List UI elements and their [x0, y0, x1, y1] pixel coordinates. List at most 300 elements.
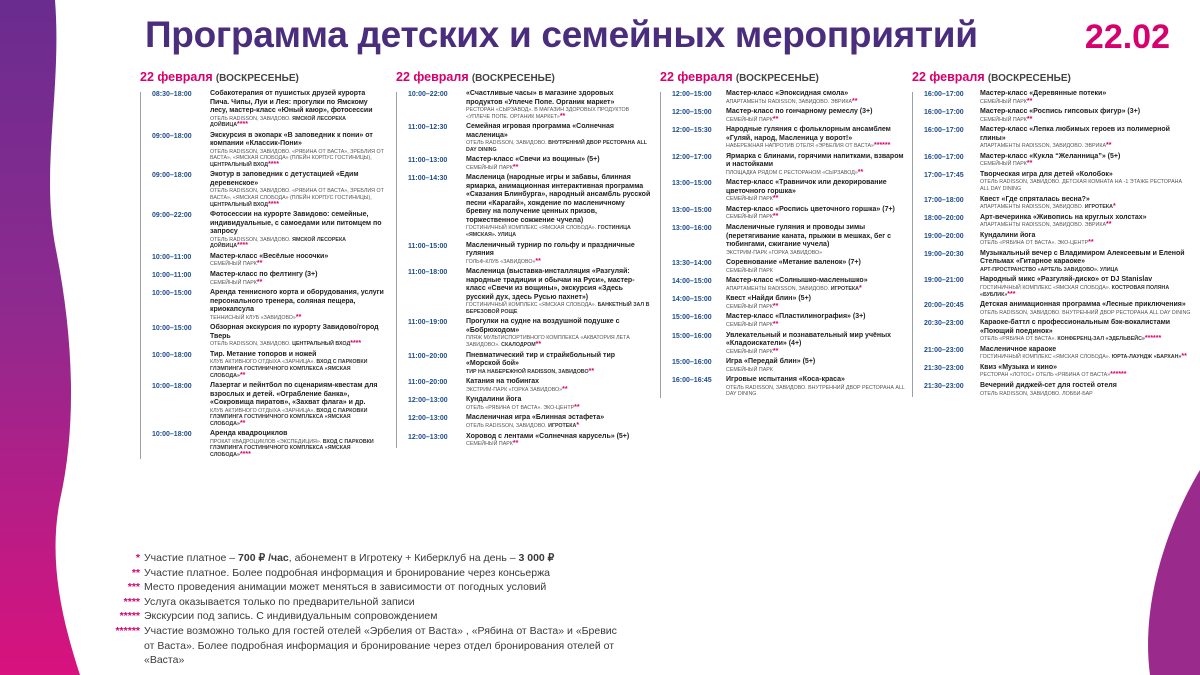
event-place-bold: ВХОД С ПАРКОВКИ ГЛЭМПИНГА ГОСТИНИЧНОГО КОМПЛЕКСА «ЯМСКАЯ СЛОБОДА»	[210, 359, 368, 379]
event-place	[980, 336, 1192, 343]
event-details	[980, 90, 1192, 105]
event-footnote-mark: *	[576, 421, 580, 429]
event-time: 12:00–13:00	[408, 415, 448, 423]
event-details	[466, 318, 651, 348]
event-place-text: ОТЕЛЬ «РЯБИНА ОТ ВАСТА». ЭКО-ЦЕНТР	[466, 404, 575, 411]
event-time: 13:00–16:00	[672, 225, 712, 233]
event-details	[210, 253, 385, 268]
event-item	[924, 126, 1192, 150]
event-place	[980, 285, 1192, 298]
event-time: 11:00–20:00	[408, 379, 448, 387]
column-weekday: (ВОСКРЕСЕНЬЕ)	[735, 73, 819, 84]
event-place-text: ПРОКАТ КВАДРОЦИКЛОВ «ЭКСПЕДИЦИЯ».	[210, 438, 322, 445]
event-place-text: ОТЕЛЬ RADISSON, ЗАВИДОВО.	[210, 236, 291, 243]
event-footnote-mark: ****	[237, 121, 248, 129]
footnote-item	[100, 551, 624, 566]
event-item	[152, 324, 385, 348]
schedule-column-4	[912, 70, 1192, 400]
event-place	[210, 315, 385, 322]
column-date: 22 февраля	[396, 70, 469, 84]
footnote-item	[100, 595, 624, 610]
event-details	[466, 396, 651, 411]
event-details	[210, 132, 385, 169]
event-place-bold: БАНКЕТНЫЙ ЗАЛ В БЕРЕЗОВОЙ РОЩЕ	[466, 302, 650, 315]
event-footnote-mark: ****	[239, 451, 251, 459]
column-header	[396, 70, 651, 84]
event-details	[980, 108, 1192, 123]
event-place-text: ОТЕЛЬ «РЯБИНА ОТ ВАСТА». ЭКО-ЦЕНТР	[980, 240, 1089, 247]
footnote-mark: *	[135, 552, 140, 564]
event-place	[210, 359, 385, 379]
event-title: Музыкальный вечер с Владимиром Алексеевым и Еленой Стельмах «Гитарное караоке»	[980, 249, 1185, 266]
event-place	[726, 170, 905, 177]
event-title: Аренда квадроциклов	[210, 430, 288, 438]
event-place	[726, 143, 905, 150]
event-place-text: СЕМЕЙНЫЙ ПАРК	[726, 303, 773, 310]
event-place	[726, 250, 905, 257]
event-place	[210, 116, 385, 129]
event-item	[152, 90, 385, 129]
event-place	[466, 225, 651, 238]
event-time: 09:00–18:00	[152, 172, 192, 180]
event-place	[726, 214, 905, 221]
event-place	[726, 117, 905, 124]
event-place-text: СЕМЕЙНЫЙ ПАРК	[726, 267, 773, 274]
footnote-text	[144, 580, 624, 595]
event-footnote-mark: ******	[1144, 335, 1162, 343]
event-details	[466, 414, 651, 429]
event-title: Экотур в заповедник с детустацией «Едим деревенское»	[210, 171, 359, 187]
event-time: 10:00–18:00	[152, 383, 192, 391]
event-title: Мастер-класс «Роспись гипсовых фигур» (3+)	[980, 108, 1141, 116]
event-time: 12:00–17:00	[672, 153, 712, 161]
event-title: Игровые испытания «Коса-краса»	[726, 376, 845, 384]
event-item	[408, 318, 651, 348]
event-title: Масленичное караоке	[980, 345, 1057, 353]
event-time: 12:00–15:00	[672, 109, 712, 117]
schedule-column-1	[140, 70, 385, 462]
event-time: 16:00–16:45	[672, 377, 712, 385]
event-place-bold: ЦЕНТРАЛЬНЫЙ ВХОД	[292, 341, 351, 348]
event-item	[672, 313, 905, 328]
event-place-text: ЭКСТРИМ-ПАРК «ГОРКА ЗАВИДОВО»	[466, 386, 563, 393]
event-place-text: СЕМЕЙНЫЙ ПАРК	[726, 321, 773, 328]
event-details	[466, 123, 651, 153]
event-time: 20:00–20:45	[924, 302, 964, 310]
page-title: Программа детских и семейных мероприятий	[145, 14, 978, 55]
event-place-text: СЕМЕЙНЫЙ ПАРК	[726, 366, 773, 373]
event-title: Масленичный турнир по гольфу и праздничные гуляния	[466, 241, 635, 258]
event-place-bold: ИГРОТЕКА	[830, 285, 859, 292]
event-footnote-mark: **	[772, 115, 779, 123]
event-time: 09:00–22:00	[152, 212, 192, 220]
event-item	[924, 276, 1192, 298]
event-item	[672, 295, 905, 310]
event-place	[466, 302, 651, 315]
footnote-text	[144, 624, 624, 668]
event-place-bold: ЦЕНТРАЛЬНЫЙ ВХОД	[210, 161, 269, 168]
event-place	[466, 387, 651, 394]
event-place-text: РЕСТОРАН «СЫРЗАВОД». В МАГАЗИН ЗДОРОВЫХ ПРОДУКТОВ «УПЛЕЧЕ ПОПЕ. ОРГАНИК МАРКЕТ»	[466, 107, 630, 120]
event-item	[924, 346, 1192, 361]
event-item	[408, 174, 651, 238]
event-details	[466, 242, 651, 266]
event-place-text: КЛУБ АКТИВНОГО ОТДЫХА «ЗАРНИЦА».	[210, 359, 315, 366]
event-details	[466, 156, 651, 171]
event-item	[924, 108, 1192, 123]
event-place	[466, 423, 651, 430]
event-place-text: ГОСТИНИЧНЫЙ КОМПЛЕКС «ЯМСКАЯ СЛОБОДА».	[980, 284, 1111, 291]
event-details	[980, 196, 1192, 211]
event-item	[408, 378, 651, 393]
column-weekday: (ВОСКРЕСЕНЬЕ)	[471, 73, 555, 84]
event-title: Ярмарка с блинами, горячими напитками, взваром и настойками	[726, 152, 904, 169]
event-time: 12:00–15:00	[672, 91, 712, 98]
event-title: Увлекательный и познавательный мир учёных «Кладоискатели» (4+)	[726, 331, 892, 348]
event-item	[672, 224, 905, 256]
event-time: 13:00–15:00	[672, 180, 712, 188]
event-place-text: АПАРТАМЕНТЫ RADISSON, ЗАВИДОВО. ЭВРИКА	[980, 143, 1106, 150]
event-footnote-mark: **	[256, 278, 263, 286]
event-place-text: СЕМЕЙНЫЙ ПАРК	[466, 441, 513, 447]
event-title: Катания на тюбингах	[466, 378, 540, 386]
event-place-bold: ЮРТА-ЛАУНДЖ «БАРХАН»	[1111, 354, 1182, 361]
event-place-text: ОТЕЛЬ RADISSON, ЗАВИДОВО. ВНУТРЕННИЙ ДВОР РЕСТОРАНА ALL DAY DINING	[726, 384, 905, 398]
event-footnote-mark: *	[858, 284, 862, 292]
event-place	[980, 267, 1192, 274]
event-time: 09:00–18:00	[152, 132, 192, 140]
event-time: 11:00–19:00	[408, 319, 448, 327]
event-item	[408, 156, 651, 171]
event-time: 13:00–15:00	[672, 206, 712, 214]
event-place-text: ТЕННИСНЫЙ КЛУБ «ЗАВИДОВО»	[210, 314, 296, 321]
event-place-text: СЕМЕЙНЫЙ ПАРК	[726, 348, 773, 355]
event-place-text: ГОЛЬФ-КЛУБ «ЗАВИДОВО»	[466, 258, 536, 265]
footnote-mark: **	[131, 566, 140, 579]
event-details	[980, 276, 1192, 298]
event-title: Пневматический тир и страйкбольный тир «Морской бой»	[466, 351, 616, 368]
event-details	[726, 126, 905, 150]
event-time: 19:00–21:00	[924, 277, 964, 285]
event-place-text: ОТЕЛЬ RADISSON, ЗАВИДОВО.	[210, 115, 291, 122]
footnote-text-part: 3 000 ₽	[518, 552, 555, 564]
event-place-text: ОТЕЛЬ RADISSON, ЗАВИДОВО.	[466, 140, 547, 147]
event-place	[726, 367, 905, 374]
column-header	[660, 70, 905, 84]
event-place	[726, 304, 905, 311]
event-details	[726, 358, 905, 373]
event-time: 10:00–15:00	[152, 325, 192, 333]
event-footnote-mark: **	[1088, 239, 1094, 247]
event-place	[466, 369, 651, 376]
event-time: 12:00–15:30	[672, 127, 712, 135]
event-place	[210, 261, 385, 268]
footnote-mark: ****	[123, 595, 140, 608]
event-place-bold: ГОСТИНИЦА «ЯМСКАЯ». УЛИЦА	[466, 225, 631, 239]
event-footnote-mark: **	[535, 257, 541, 265]
event-place-text: ГОСТИНИЧНЫЙ КОМПЛЕКС «ЯМСКАЯ СЛОБОДА».	[466, 302, 597, 309]
event-item	[672, 179, 905, 203]
footnote-text	[144, 595, 624, 610]
event-title: Масленица (народные игры и забавы, блинная ярмарка, анимационная интерактивная программа «Сказания Блинбурга», народный ансамбль русской песни «Карагай», хождение по масленичному бревну на получение ценных призов, торжественное сожжение чучела)	[466, 174, 651, 224]
event-time: 11:00–15:00	[408, 242, 448, 250]
event-title: Арт-вечеринка «Живопись на круглых холстах»	[980, 213, 1147, 221]
event-title: Мастер-класс «Травничок или декорирование цветочного горшка»	[726, 179, 887, 195]
event-place-bold: КОНФЕРЕНЦ-ЗАЛ «ЭДЕЛЬВЕЙС»	[1057, 336, 1145, 343]
event-item	[408, 90, 651, 120]
event-title: Фотосессии на курорте Завидово: семейные, индивидуальные, с самоедами или питомцем по запросу	[210, 211, 382, 236]
event-details	[466, 268, 651, 315]
event-footnote-mark: ****	[268, 200, 279, 208]
event-footnote-mark: **	[535, 341, 542, 349]
footnotes	[100, 551, 624, 668]
event-list	[912, 90, 1192, 397]
event-details	[210, 289, 385, 321]
event-item	[152, 211, 385, 250]
event-title: Обзорная экскурсия по курорту Завидово/город Тверь	[210, 324, 379, 340]
event-footnote-mark: **	[562, 385, 568, 393]
event-item	[672, 332, 905, 356]
event-time: 15:00–16:00	[672, 359, 712, 367]
event-place-text: СЕМЕЙНЫЙ ПАРК	[210, 261, 257, 268]
event-details	[466, 90, 651, 120]
event-title: Квиз «Музыка и кино»	[980, 363, 1058, 371]
footnote-text-part: , абонемент в Игротеку + Киберклуб на день –	[288, 552, 519, 564]
event-item	[924, 90, 1192, 105]
footnote-text-part: Экскурсии под запись. С индивидуальным сопровождением	[144, 610, 438, 623]
event-details	[980, 232, 1192, 247]
event-place	[726, 196, 905, 203]
event-time: 14:00–15:00	[672, 278, 712, 286]
event-title: Мастер-класс «Весёлые носочки»	[210, 252, 329, 260]
event-time: 11:00–20:00	[408, 352, 448, 360]
event-title: Игра «Передай блин» (5+)	[726, 358, 816, 366]
event-time: 10:00–11:00	[152, 253, 192, 261]
event-item	[152, 271, 385, 286]
event-place	[210, 408, 385, 428]
event-item	[672, 126, 905, 150]
event-place-text: АПАРТАМЕНТЫ RADISSON, ЗАВИДОВО. ЭВРИКА	[980, 222, 1106, 229]
event-time: 11:00–13:00	[408, 157, 448, 165]
event-item	[672, 206, 905, 221]
column-date: 22 февраля	[660, 70, 733, 84]
event-place-text: РЕСТОРАН «ЛОТОС» ОТЕЛЬ «РЯБИНА ОТ ВАСТА»	[980, 372, 1111, 379]
event-title: Детская анимационная программа «Лесные приключения»	[980, 301, 1186, 309]
event-details	[980, 214, 1192, 229]
event-item	[408, 242, 651, 266]
event-place-bold: ИГРОТЕКА	[548, 422, 577, 429]
event-details	[980, 126, 1192, 150]
event-item	[924, 319, 1192, 343]
event-place-bold: ЯМСКОЙ ЛЕСОРЕКА ДОЙВИЦА	[210, 115, 347, 129]
event-details	[980, 250, 1192, 274]
event-item	[408, 268, 651, 315]
event-footnote-mark: **	[772, 302, 779, 310]
event-place	[210, 280, 385, 287]
event-place	[980, 143, 1192, 150]
event-details	[726, 206, 905, 221]
event-item	[924, 382, 1192, 397]
footnote-text-part: 700 ₽ /час	[238, 552, 289, 564]
event-footnote-mark: **	[851, 97, 858, 105]
event-footnote-mark: ******	[874, 142, 891, 150]
event-time: 15:00–16:00	[672, 314, 712, 322]
column-header	[912, 70, 1192, 84]
event-place-text: ГОСТИНИЧНЫЙ КОМПЛЕКС «ЯМСКАЯ СЛОБОДА».	[466, 225, 597, 232]
event-title: Квест «Где спряталась весна?»	[980, 195, 1090, 203]
event-item	[408, 414, 651, 429]
event-details	[210, 430, 385, 458]
event-item	[672, 259, 905, 274]
event-footnote-mark: **	[1105, 142, 1112, 150]
event-title: Масленичная игра «Блинная эстафета»	[466, 414, 605, 422]
event-item	[408, 396, 651, 411]
event-time: 10:00–11:00	[152, 272, 192, 280]
event-details	[210, 171, 385, 208]
footnote-text-part: Услуга оказывается только по предварительной записи	[144, 595, 415, 608]
event-time: 21:00–23:00	[924, 346, 964, 354]
event-details	[466, 378, 651, 393]
event-item	[408, 123, 651, 153]
event-title: Аренда теннисного корта и оборудования, услуги персонального тренера, соляная пещера, криокапсула	[210, 289, 384, 314]
event-footnote-mark: ******	[1110, 371, 1127, 379]
event-footnote-mark: **	[1026, 115, 1033, 123]
event-item	[924, 232, 1192, 247]
event-place-text: ПЛОЩАДКА РЯДОМ С РЕСТОРАНОМ «СЫРЗАВОД»	[726, 169, 858, 176]
event-time: 11:00–14:30	[408, 175, 448, 183]
column-weekday: (ВОСКРЕСЕНЬЕ)	[215, 73, 299, 84]
event-place-bold: ЦЕНТРАЛЬНЫЙ ВХОД	[210, 201, 269, 208]
event-place-text: ОТЕЛЬ RADISSON, ЗАВИДОВО.	[210, 341, 291, 348]
event-list	[140, 90, 385, 459]
event-place-bold: СКАЛОДРОМ	[501, 342, 536, 349]
event-time: 12:00–13:00	[408, 397, 448, 405]
event-details	[980, 171, 1192, 193]
event-details	[210, 324, 385, 348]
event-details	[466, 433, 651, 448]
event-details	[980, 153, 1192, 168]
event-details	[726, 224, 905, 256]
event-title: Семейная игровая программа «Солнечная масленица»	[466, 123, 614, 139]
event-list	[396, 90, 651, 448]
footnote-text	[144, 551, 624, 566]
event-place	[726, 385, 905, 398]
event-title: Масленица (выставка-инсталляция «Разгуляй: народные традиции и обычаи на Руси», мастер-класс «Свечи из вощины», экскурсия «Здесь русский дух, здесь Русью пахнет»)	[466, 268, 635, 301]
event-details	[980, 319, 1192, 343]
event-details	[726, 90, 905, 105]
event-details	[980, 346, 1192, 361]
event-time: 16:00–17:00	[924, 153, 964, 161]
event-time: 17:00–18:00	[924, 196, 964, 204]
event-item	[672, 108, 905, 123]
event-title: Мастер-класс «Свечи из вощины» (5+)	[466, 156, 600, 164]
event-place	[726, 349, 905, 356]
event-title: Творческая игра для детей «Колобок»	[980, 170, 1113, 178]
event-time: 11:00–18:00	[408, 269, 448, 277]
event-details	[726, 376, 905, 398]
event-place-text: АПАРТАМЕНТЫ RADISSON, ЗАВИДОВО. ЭВРИКА	[726, 98, 852, 105]
event-item	[152, 253, 385, 268]
event-title: Мастер-класс по гончарному ремеслу (3+)	[726, 108, 873, 116]
event-place-bold: АРТ-ПРОСТРАНСТВО «АРТЕЛЬ ЗАВИДОВО». УЛИЦА	[980, 266, 1119, 273]
event-details	[726, 313, 905, 328]
event-place	[980, 99, 1192, 106]
event-place	[980, 391, 1192, 398]
event-footnote-mark: **	[1105, 221, 1112, 229]
event-footnote-mark: **	[559, 112, 566, 120]
event-footnote-mark: **	[772, 213, 779, 221]
event-details	[980, 382, 1192, 397]
event-place-text: ОТЕЛЬ RADISSON, ЗАВИДОВО. «РЯБИНА ОТ ВАСТА», ЗРЕБЛИЯ ОТ ВАСТА», «ЯМСКАЯ СЛОБОДА» (ПЛЕЙН КОРПУС ГОСТИНИЦЫ),	[210, 188, 384, 202]
column-date: 22 февраля	[912, 70, 985, 84]
event-title: Квест «Найди блин» (5+)	[726, 295, 811, 303]
event-time: 10:00–18:00	[152, 431, 192, 439]
event-place	[980, 204, 1192, 211]
event-item	[152, 351, 385, 379]
footnote-text	[144, 609, 624, 624]
event-item	[924, 301, 1192, 316]
event-place	[210, 341, 385, 348]
event-item	[924, 364, 1192, 379]
event-place-text: ОТЕЛЬ RADISSON, ЗАВИДОВО. ЛОББИ-БАР	[980, 390, 1093, 397]
event-time: 13:30–14:00	[672, 260, 712, 268]
event-time: 16:00–17:00	[924, 109, 964, 117]
event-footnote-mark: **	[239, 419, 246, 427]
event-title: Мастер-класс «Солнышко-масленышко»	[726, 277, 868, 285]
event-title: Мастер-класс «Лепка любимых героев из полимерной глины»	[980, 126, 1170, 142]
event-place	[466, 335, 651, 348]
footnote-mark: ***	[127, 581, 140, 594]
event-item	[924, 196, 1192, 211]
event-place	[210, 188, 385, 208]
event-place-text: СЕМЕЙНЫЙ ПАРК	[726, 196, 773, 203]
event-place-bold: ВХОД С ПАРКОВКИ ГЛЭМПИНГА ГОСТИНИЧНОГО КОМПЛЕКСА «ЯМСКАЯ СЛОБОДА»	[210, 438, 374, 459]
event-title: Собакотерапия от пушистых друзей курорта Пича. Чипы, Луи и Лея: прогулки по Ямскому лесу, мастер-класс «Юный каюр», фотосессии	[210, 90, 373, 114]
event-title: Кундалини йога	[980, 231, 1036, 239]
event-title: Мастер-класс «Эпоксидная смола»	[726, 90, 849, 97]
event-details	[210, 211, 385, 250]
event-place-text: ОТЕЛЬ RADISSON, ЗАВИДОВО. ВНУТРЕННИЙ ДВОР РЕСТОРАНА ALL DAY DINING	[980, 309, 1191, 316]
event-title: Мастер-класс «Роспись цветочного горшка» (7+)	[726, 205, 895, 213]
event-time: 16:00–17:00	[924, 91, 964, 98]
event-footnote-mark: **	[772, 320, 779, 328]
footnote-item	[100, 566, 624, 581]
event-title: Хоровод с лентами «Солнечная карусель» (5+)	[466, 432, 630, 440]
event-footnote-mark: **	[772, 195, 779, 203]
event-time: 11:00–12:30	[408, 124, 448, 132]
event-footnote-mark: *	[1112, 203, 1116, 211]
event-item	[672, 90, 905, 105]
footnote-mark: *****	[119, 610, 140, 623]
event-place	[466, 165, 651, 172]
event-time: 19:00–20:00	[924, 232, 964, 240]
schedule-column-2	[396, 70, 651, 451]
event-place	[726, 322, 905, 329]
event-item	[924, 171, 1192, 193]
event-place-text: СЕМЕЙНЫЙ ПАРК	[210, 279, 257, 286]
event-footnote-mark: **	[256, 260, 263, 268]
event-item	[672, 277, 905, 292]
event-place-text: СЕМЕЙНЫЙ ПАРК	[726, 116, 773, 123]
event-details	[726, 108, 905, 123]
event-details	[726, 153, 905, 177]
event-time: 10:00–18:00	[152, 351, 192, 359]
event-time: 18:00–20:00	[924, 214, 964, 222]
schedule-column-3	[660, 70, 905, 401]
event-place-text: НАБЕРЕЖНАЯ НАПРОТИВ ОТЕЛЯ «ЭРБЕЛИЯ ОТ ВАСТА»	[726, 143, 874, 150]
event-place-text: СЕМЕЙНЫЙ ПАРК	[980, 116, 1027, 123]
event-details	[210, 382, 385, 427]
